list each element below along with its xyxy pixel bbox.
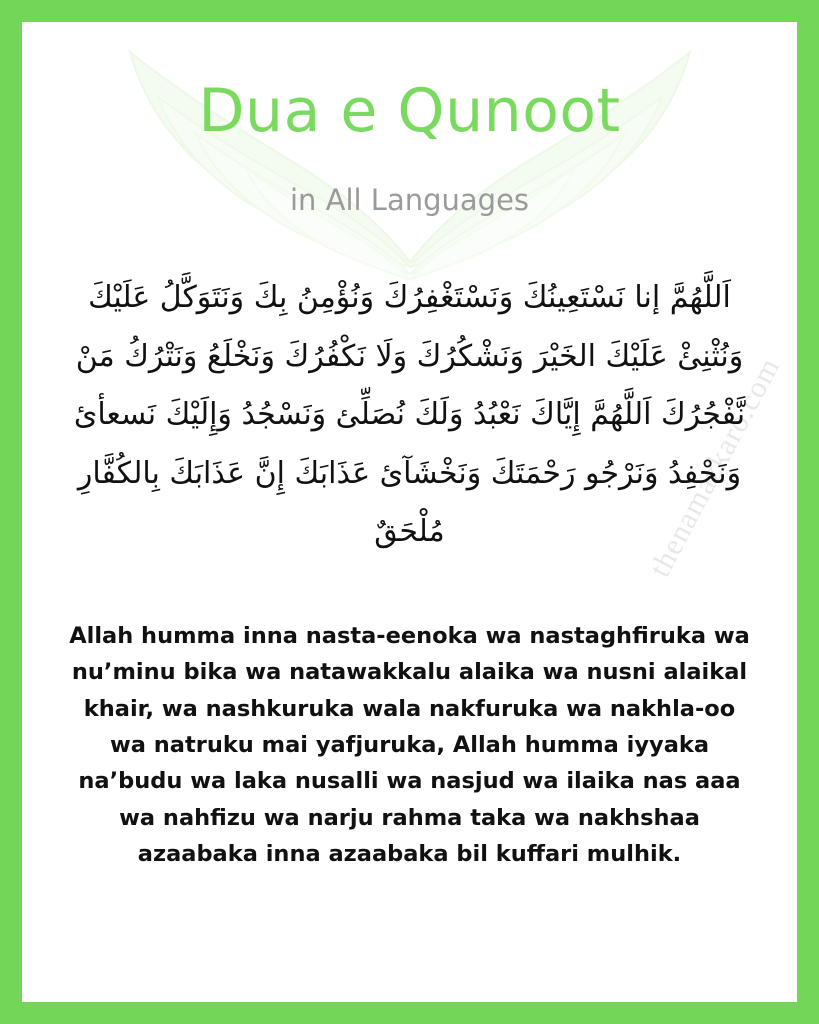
watermark: thenamazkaro.com	[642, 352, 787, 583]
page-subtitle: in All Languages	[289, 183, 530, 218]
document-page	[22, 22, 797, 1002]
arabic-text: اَللَّهُمَّ إنا نَسْتَعِينُكَ وَنَسْتَغْفِرُكَ وَنُؤْمِنُ بِكَ وَنَتَوَكَّلُ عَلَيْكَ وَنُثْنِئْ عَلَيْكَ الخَيْرَ وَنَشْكُرُكَ وَلَا نَكْفُرُكَ وَنَخْلَعُ وَنَتْرُكُ مَنْ نَّفْجُرُكَ اَللَّهُمَّ إِيَّاكَ نَعْبُدُ وَلَكَ نُصَلِّئ وَنَسْجُدُ وَإِلَيْكَ نَسعأئ وَنَحْفِدُ وَنَرْجُو رَحْمَتَكَ وَنَخْشَآئ عَذَابَكَ إِنَّ عَذَابَكَ بِالكُفَّارِ مُلْحَقٌ	[73, 280, 746, 550]
page-title: Dua e Qunoot	[198, 76, 621, 146]
transliteration-text: Allah humma inna nasta-eenoka wa nastaghfiruka wa nu’minu bika wa natawakkalu alaika wa nusni alaikal khair, wa nashkuruka wala nakfuruka wa nakhla-oo wa natruku mai yafjuruka, Allah humma iyyaka na’budu wa laka nusalli wa nasjud wa ilaika nas aaa wa nahfizu wa narju rahma taka wa nakhshaa azaabaka inna azaabaka bil kuffari mulhik.	[69, 622, 750, 868]
